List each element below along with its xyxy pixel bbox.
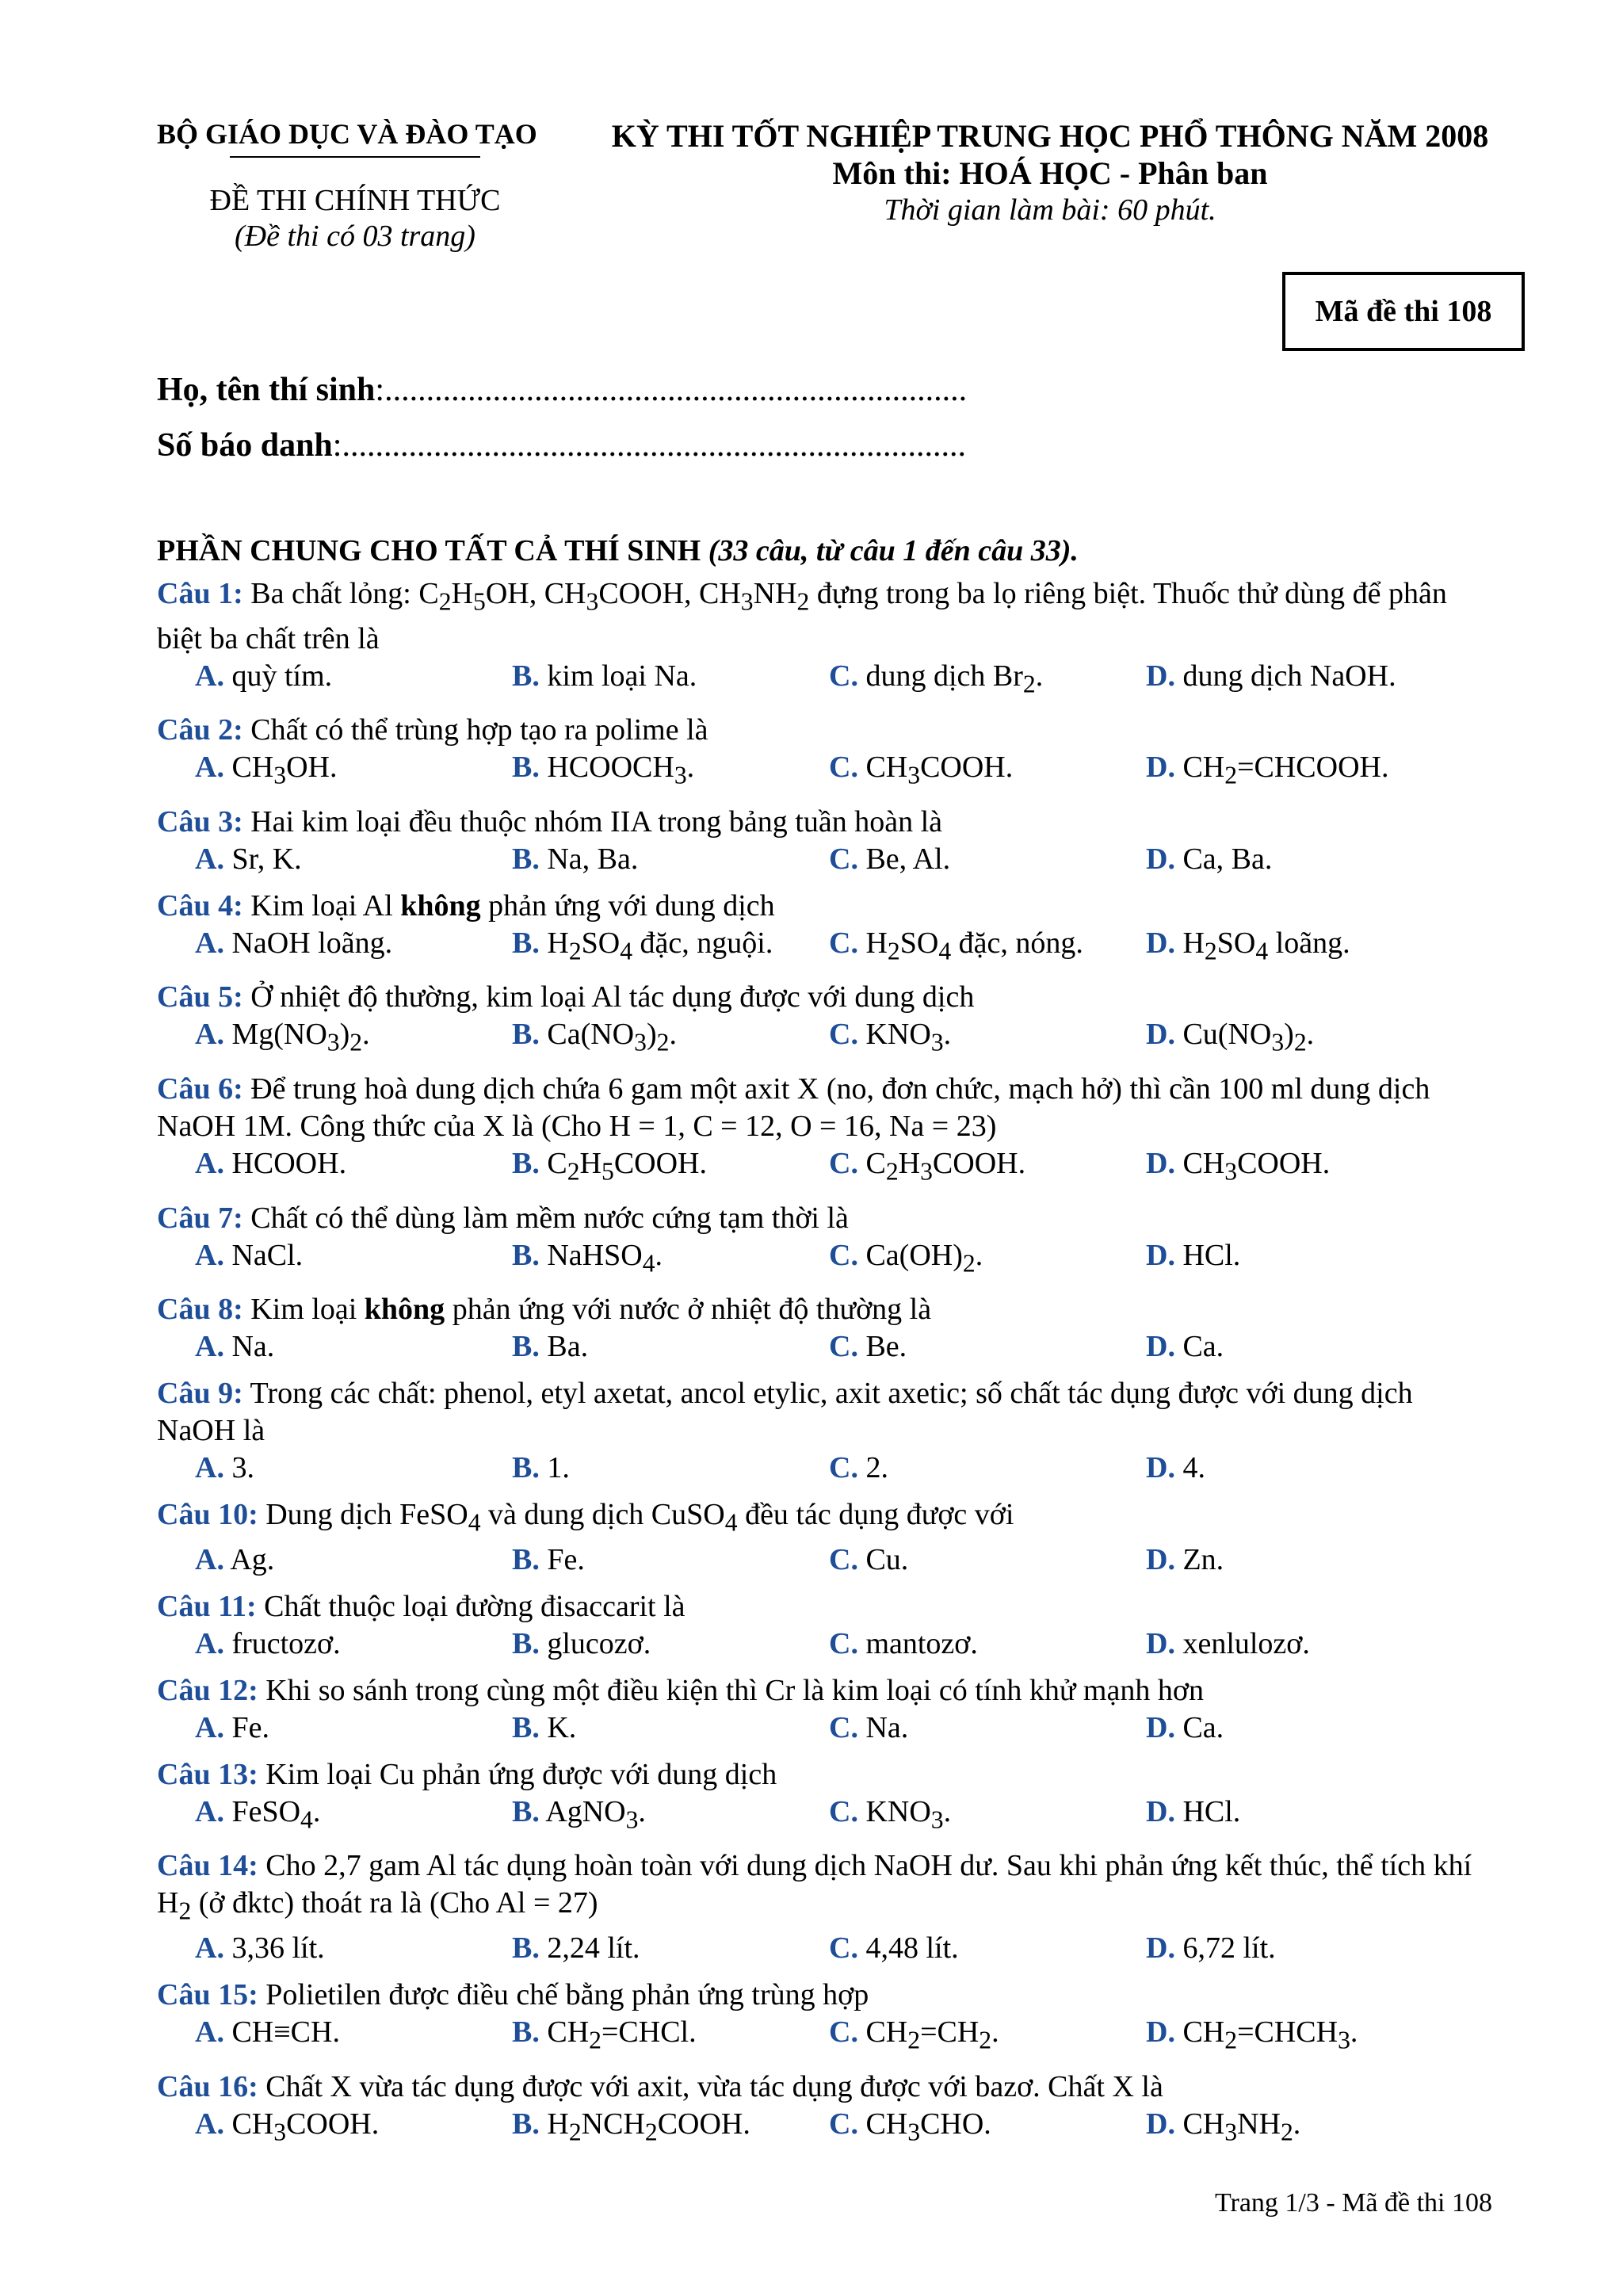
question-text: Chất X vừa tác dụng được với axit, vừa tác dụng được với bazơ. Chất X là bbox=[258, 2069, 1163, 2103]
question-number: Câu 10: bbox=[157, 1498, 258, 1532]
answer-options bbox=[157, 1328, 1493, 1366]
option-text: $H_2SO_4$ loãng. bbox=[1174, 926, 1350, 965]
answer-options bbox=[157, 1016, 1493, 1061]
option-letter: D. bbox=[1146, 1451, 1175, 1485]
option-letter: B. bbox=[512, 1710, 540, 1744]
option-text: Ca. bbox=[1174, 1330, 1224, 1364]
question-block bbox=[157, 2069, 1493, 2151]
answer-option bbox=[1146, 1930, 1463, 1967]
answer-option bbox=[195, 1328, 512, 1366]
question-stem bbox=[157, 1672, 1493, 1710]
question-text: Ba chất lỏng: $C_2H_5OH$, $CH_3COOH$, $CH_3NH_2$ đựng trong ba lọ riêng biệt. Thuốc thử dùng để phân biệt ba chất trên là bbox=[157, 577, 1447, 655]
option-letter: B. bbox=[512, 1451, 540, 1485]
answer-options bbox=[157, 1710, 1493, 1747]
question-text: Chất thuộc loại đường đisaccarit là bbox=[256, 1589, 685, 1623]
option-letter: D. bbox=[1146, 1626, 1175, 1660]
answer-option bbox=[195, 1450, 512, 1487]
option-text: K. bbox=[539, 1710, 577, 1744]
option-text: 4,48 lít. bbox=[857, 1931, 959, 1965]
option-text: glucozơ. bbox=[539, 1626, 651, 1660]
option-text: FeSO$_4$. bbox=[223, 1794, 321, 1834]
option-letter: B. bbox=[512, 1931, 540, 1965]
question-number: Câu 12: bbox=[157, 1673, 258, 1707]
option-letter: A. bbox=[195, 1710, 224, 1744]
answer-option bbox=[195, 1710, 512, 1747]
ministry-name: BỘ GIÁO DỤC VÀ ĐÀO TẠO bbox=[157, 118, 537, 150]
option-letter: B. bbox=[512, 1542, 540, 1576]
option-text: Sr, K. bbox=[223, 842, 302, 876]
option-text: $H_2SO_4$ đặc, nóng. bbox=[857, 926, 1083, 965]
option-text: $CH_3COOH$. bbox=[223, 2107, 380, 2146]
answer-option bbox=[829, 841, 1146, 878]
question-block bbox=[157, 1200, 1493, 1282]
option-text: 3. bbox=[223, 1451, 254, 1485]
option-text: Be. bbox=[857, 1330, 907, 1364]
option-letter: B. bbox=[512, 1330, 540, 1364]
answer-option bbox=[829, 1794, 1146, 1839]
candidate-name-blank: :...................................................................... bbox=[375, 372, 968, 408]
answer-option bbox=[1146, 841, 1463, 878]
question-number: Câu 1: bbox=[157, 577, 243, 610]
option-text: $CH_3COOH$. bbox=[857, 751, 1014, 789]
answer-options bbox=[157, 2014, 1493, 2059]
ministry-underline bbox=[230, 156, 480, 158]
option-text: Ag. bbox=[223, 1542, 275, 1576]
option-text: Be, Al. bbox=[857, 842, 951, 876]
option-letter: B. bbox=[512, 2107, 540, 2141]
question-text: Ở nhiệt độ thường, kim loại Al tác dụng được với dung dịch bbox=[242, 980, 975, 1014]
question-block bbox=[157, 1672, 1493, 1747]
answer-options bbox=[157, 1237, 1493, 1282]
question-number: Câu 2: bbox=[157, 713, 243, 747]
option-letter: A. bbox=[195, 1794, 224, 1828]
page-footer: Trang 1/3 - Mã đề thi 108 bbox=[1214, 2188, 1492, 2218]
answer-options bbox=[157, 1145, 1493, 1190]
option-text: $Ca(OH)_2$. bbox=[857, 1238, 983, 1278]
question-text: Khi so sánh trong cùng một điều kiện thì Cr là kim loại có tính khử mạnh hơn bbox=[258, 1673, 1204, 1707]
question-number: Câu 14: bbox=[157, 1849, 258, 1883]
option-text: $C_2H_3COOH$. bbox=[857, 1146, 1026, 1186]
option-text: $Ca(NO_3)_2$. bbox=[539, 1018, 677, 1056]
answer-option bbox=[195, 1145, 512, 1190]
option-letter: A. bbox=[195, 1542, 224, 1576]
question-text: Trong các chất: phenol, etyl axetat, ancol etylic, axit axetic; số chất tác dụng được với dung dịch NaOH là bbox=[157, 1377, 1413, 1448]
option-text: Fe. bbox=[539, 1542, 585, 1576]
question-text: Để trung hoà dung dịch chứa 6 gam một axit X (no, đơn chức, mạch hở) thì cần 100 ml dung dịch NaOH 1M. Công thức của X là (Cho H = 1, C = 12, O = 16, Na = 23) bbox=[157, 1072, 1430, 1143]
answer-option bbox=[1146, 1541, 1463, 1579]
question-number: Câu 8: bbox=[157, 1293, 243, 1327]
answer-option bbox=[512, 841, 829, 878]
question-number: Câu 9: bbox=[157, 1377, 243, 1411]
question-block bbox=[157, 1496, 1493, 1579]
option-text: $CH_3COOH$. bbox=[1174, 1146, 1331, 1186]
question-stem bbox=[157, 1847, 1493, 1930]
option-letter: C. bbox=[829, 1794, 858, 1828]
question-stem bbox=[157, 1496, 1493, 1541]
option-text: 2. bbox=[857, 1451, 888, 1485]
answer-option bbox=[1146, 1328, 1463, 1366]
option-text: Zn. bbox=[1174, 1542, 1224, 1576]
answer-options bbox=[157, 841, 1493, 878]
option-text: NaOH loãng. bbox=[223, 926, 393, 960]
option-letter: C. bbox=[829, 926, 858, 960]
answer-option bbox=[829, 1710, 1146, 1747]
answer-option bbox=[512, 1237, 829, 1282]
option-text: fructozơ. bbox=[223, 1626, 341, 1660]
option-letter: D. bbox=[1146, 1794, 1175, 1828]
answer-option bbox=[195, 2106, 512, 2151]
answer-option bbox=[829, 1450, 1146, 1487]
question-block bbox=[157, 1071, 1493, 1190]
option-letter: A. bbox=[195, 1238, 224, 1272]
question-number: Câu 7: bbox=[157, 1201, 243, 1235]
option-letter: C. bbox=[829, 1018, 858, 1052]
question-stem bbox=[157, 2069, 1493, 2106]
option-letter: B. bbox=[512, 751, 540, 785]
question-text: Polietilen được điều chế bằng phản ứng trùng hợp bbox=[258, 1977, 869, 2011]
option-letter: A. bbox=[195, 659, 224, 693]
option-letter: C. bbox=[829, 1931, 858, 1965]
option-letter: A. bbox=[195, 1018, 224, 1052]
answer-option bbox=[1146, 1450, 1463, 1487]
question-block bbox=[157, 1847, 1493, 1967]
option-letter: C. bbox=[829, 1330, 858, 1364]
option-text: Fe. bbox=[223, 1710, 269, 1744]
question-number: Câu 6: bbox=[157, 1072, 243, 1106]
option-text: Ca, Ba. bbox=[1174, 842, 1273, 876]
option-letter: B. bbox=[512, 2015, 540, 2049]
option-text: mantozơ. bbox=[857, 1626, 978, 1660]
exam-code-box: Mã đề thi 108 bbox=[1282, 272, 1525, 351]
option-letter: A. bbox=[195, 751, 224, 785]
section-title: PHẦN CHUNG CHO TẤT CẢ THÍ SINH bbox=[157, 534, 701, 567]
option-letter: A. bbox=[195, 2107, 224, 2141]
option-text: $CH_3NH_2$. bbox=[1174, 2107, 1301, 2146]
option-text: $CH_2=CH_2$. bbox=[857, 2015, 999, 2054]
option-letter: D. bbox=[1146, 1018, 1175, 1052]
answer-option bbox=[195, 1541, 512, 1579]
answer-option bbox=[512, 658, 829, 703]
question-number: Câu 11: bbox=[157, 1589, 257, 1623]
option-text: Ba. bbox=[539, 1330, 589, 1364]
question-number: Câu 4: bbox=[157, 888, 243, 923]
answer-option bbox=[1146, 658, 1463, 703]
option-text: kim loại Na. bbox=[539, 659, 697, 693]
option-letter: C. bbox=[829, 2015, 858, 2049]
section-note: (33 câu, từ câu 1 đến câu 33). bbox=[708, 534, 1079, 567]
answer-option bbox=[195, 1016, 512, 1061]
answer-option bbox=[195, 2014, 512, 2059]
answer-option bbox=[195, 925, 512, 970]
answer-option bbox=[512, 1450, 829, 1487]
answer-option bbox=[829, 1328, 1146, 1366]
answer-option bbox=[195, 749, 512, 794]
candidate-name-field bbox=[157, 371, 967, 409]
answer-options bbox=[157, 925, 1493, 970]
question-block bbox=[157, 804, 1493, 878]
option-text: $Cu(NO_3)_2$. bbox=[1174, 1018, 1315, 1056]
question-number: Câu 3: bbox=[157, 804, 243, 839]
option-letter: D. bbox=[1146, 842, 1175, 876]
option-letter: D. bbox=[1146, 1146, 1175, 1180]
answer-options bbox=[157, 658, 1493, 703]
answer-option bbox=[195, 1930, 512, 1967]
question-block bbox=[157, 1291, 1493, 1366]
option-letter: A. bbox=[195, 1931, 224, 1965]
question-stem bbox=[157, 712, 1493, 749]
option-text: 6,72 lít. bbox=[1174, 1931, 1276, 1965]
option-text: $KNO_3$. bbox=[857, 1018, 952, 1056]
answer-option bbox=[1146, 1145, 1463, 1190]
answer-option bbox=[1146, 925, 1463, 970]
option-letter: B. bbox=[512, 1794, 540, 1828]
question-stem bbox=[157, 1977, 1493, 2014]
option-letter: B. bbox=[512, 926, 540, 960]
answer-option bbox=[512, 1710, 829, 1747]
option-letter: D. bbox=[1146, 1542, 1175, 1576]
option-letter: D. bbox=[1146, 2015, 1175, 2049]
option-text: $CH_3CHO$. bbox=[857, 2107, 991, 2146]
answer-option bbox=[512, 749, 829, 794]
page-count-note: (Đề thi có 03 trang) bbox=[235, 220, 475, 253]
option-letter: C. bbox=[829, 1238, 858, 1272]
option-letter: C. bbox=[829, 659, 858, 693]
answer-option bbox=[512, 1626, 829, 1663]
question-stem bbox=[157, 1200, 1493, 1237]
question-block bbox=[157, 712, 1493, 794]
option-letter: D. bbox=[1146, 2107, 1175, 2141]
answer-option bbox=[512, 1328, 829, 1366]
answer-option bbox=[829, 1930, 1146, 1967]
option-text: $KNO_3$. bbox=[857, 1794, 952, 1834]
answer-option bbox=[829, 925, 1146, 970]
option-letter: D. bbox=[1146, 1238, 1175, 1272]
question-stem bbox=[157, 888, 1493, 925]
question-stem bbox=[157, 1756, 1493, 1794]
question-stem bbox=[157, 1291, 1493, 1328]
question-text: Kim loại Cu phản ứng được với dung dịch bbox=[258, 1757, 777, 1791]
question-stem bbox=[157, 1071, 1493, 1145]
answer-option bbox=[829, 2014, 1146, 2059]
answer-options bbox=[157, 1626, 1493, 1663]
option-letter: A. bbox=[195, 1451, 224, 1485]
option-text: dung dịch NaOH. bbox=[1174, 659, 1396, 693]
question-text: Hai kim loại đều thuộc nhóm IIA trong bảng tuần hoàn là bbox=[242, 804, 942, 839]
option-text: $H_2NCH_2COOH$. bbox=[539, 2107, 750, 2146]
answer-option bbox=[1146, 1710, 1463, 1747]
exam-duration: Thời gian làm bài: 60 phút. bbox=[884, 193, 1216, 227]
option-letter: B. bbox=[512, 842, 540, 876]
option-text: Na. bbox=[223, 1330, 275, 1364]
answer-option bbox=[1146, 749, 1463, 794]
option-text: $HCOOCH_3$. bbox=[539, 751, 695, 789]
answer-option bbox=[1146, 1237, 1463, 1282]
answer-options bbox=[157, 1794, 1493, 1839]
option-text: HCOOH. bbox=[223, 1146, 347, 1180]
option-text: $CH_2=CHCl$. bbox=[539, 2015, 697, 2054]
question-block bbox=[157, 888, 1493, 970]
answer-option bbox=[829, 1237, 1146, 1282]
candidate-id-field bbox=[157, 426, 966, 464]
option-letter: C. bbox=[829, 1710, 858, 1744]
option-letter: D. bbox=[1146, 659, 1175, 693]
exam-title: KỲ THI TỐT NGHIỆP TRUNG HỌC PHỔ THÔNG NĂM 2008 bbox=[611, 118, 1489, 154]
answer-option bbox=[829, 1541, 1146, 1579]
option-letter: A. bbox=[195, 2015, 224, 2049]
option-text: 2,24 lít. bbox=[539, 1931, 640, 1965]
option-letter: B. bbox=[512, 1238, 540, 1272]
option-letter: D. bbox=[1146, 1710, 1175, 1744]
option-letter: C. bbox=[829, 1542, 858, 1576]
question-block bbox=[157, 575, 1493, 702]
option-text: $CH_2=CHCH_3$. bbox=[1174, 2015, 1358, 2054]
option-letter: C. bbox=[829, 1146, 858, 1180]
option-text: 3,36 lít. bbox=[223, 1931, 325, 1965]
option-letter: B. bbox=[512, 659, 540, 693]
option-letter: A. bbox=[195, 842, 224, 876]
answer-option bbox=[195, 658, 512, 703]
answer-option bbox=[829, 2106, 1146, 2151]
option-letter: A. bbox=[195, 926, 224, 960]
question-block bbox=[157, 1977, 1493, 2059]
option-text: HCl. bbox=[1174, 1794, 1241, 1828]
option-letter: A. bbox=[195, 1626, 224, 1660]
answer-option bbox=[829, 1016, 1146, 1061]
option-letter: B. bbox=[512, 1626, 540, 1660]
answer-option bbox=[829, 1145, 1146, 1190]
candidate-name-label: Họ, tên thí sinh bbox=[157, 372, 376, 408]
section-heading bbox=[157, 533, 1079, 568]
question-block bbox=[157, 1375, 1493, 1487]
question-number: Câu 13: bbox=[157, 1757, 258, 1791]
option-text: 1. bbox=[539, 1451, 570, 1485]
question-block bbox=[157, 1588, 1493, 1663]
option-text: Na, Ba. bbox=[539, 842, 639, 876]
option-letter: C. bbox=[829, 1626, 858, 1660]
question-list bbox=[157, 575, 1493, 2160]
answer-option bbox=[1146, 1626, 1463, 1663]
answer-option bbox=[195, 1237, 512, 1282]
question-number: Câu 16: bbox=[157, 2069, 258, 2103]
option-letter: D. bbox=[1146, 1330, 1175, 1364]
answer-options bbox=[157, 749, 1493, 794]
option-text: AgNO$_3$. bbox=[539, 1794, 646, 1834]
answer-option bbox=[195, 841, 512, 878]
option-letter: B. bbox=[512, 1146, 540, 1180]
question-text: Dung dịch FeSO$_4$ và dung dịch CuSO$_4$ đều tác dụng được với bbox=[258, 1498, 1014, 1537]
answer-option bbox=[829, 749, 1146, 794]
option-text: xenlulozơ. bbox=[1174, 1626, 1310, 1660]
question-text: Chất có thể dùng làm mềm nước cứng tạm thời là bbox=[242, 1201, 849, 1235]
option-text: CH≡CH. bbox=[223, 2015, 340, 2049]
question-block bbox=[157, 1756, 1493, 1839]
option-text: HCl. bbox=[1174, 1238, 1241, 1272]
answer-option bbox=[512, 925, 829, 970]
option-letter: B. bbox=[512, 1018, 540, 1052]
answer-options bbox=[157, 2106, 1493, 2151]
answer-option bbox=[512, 1145, 829, 1190]
answer-option bbox=[512, 1016, 829, 1061]
candidate-id-label: Số báo danh bbox=[157, 427, 333, 464]
option-text: $Mg(NO_3)_2$. bbox=[223, 1018, 370, 1056]
option-letter: C. bbox=[829, 751, 858, 785]
answer-options bbox=[157, 1930, 1493, 1967]
option-letter: A. bbox=[195, 1146, 224, 1180]
answer-option bbox=[1146, 2106, 1463, 2151]
option-letter: C. bbox=[829, 2107, 858, 2141]
candidate-id-blank: :........................................................................... bbox=[332, 427, 966, 464]
option-letter: D. bbox=[1146, 1931, 1175, 1965]
answer-option bbox=[512, 1794, 829, 1839]
question-number: Câu 5: bbox=[157, 980, 243, 1014]
exam-subject: Môn thi: HOÁ HỌC - Phân ban bbox=[832, 155, 1268, 191]
question-number: Câu 15: bbox=[157, 1977, 258, 2011]
option-text: NaHSO$_4$. bbox=[539, 1238, 663, 1278]
answer-option bbox=[195, 1626, 512, 1663]
option-text: $C_2H_5COOH$. bbox=[539, 1146, 708, 1186]
question-stem bbox=[157, 575, 1493, 658]
question-stem bbox=[157, 804, 1493, 841]
option-text: 4. bbox=[1174, 1451, 1205, 1485]
question-block bbox=[157, 979, 1493, 1061]
question-stem bbox=[157, 979, 1493, 1016]
answer-option bbox=[829, 1626, 1146, 1663]
option-text: dung dịch $Br_2$. bbox=[857, 659, 1044, 698]
question-text: Chất có thể trùng hợp tạo ra polime là bbox=[242, 713, 708, 747]
answer-option bbox=[1146, 1794, 1463, 1839]
answer-option bbox=[512, 1541, 829, 1579]
official-exam-label: ĐỀ THI CHÍNH THỨC bbox=[209, 184, 501, 217]
option-text: $CH_2=CHCOOH$. bbox=[1174, 751, 1389, 789]
option-text: Cu. bbox=[857, 1542, 909, 1576]
answer-option bbox=[512, 2106, 829, 2151]
option-letter: D. bbox=[1146, 926, 1175, 960]
answer-option bbox=[829, 658, 1146, 703]
question-stem bbox=[157, 1588, 1493, 1626]
answer-option bbox=[1146, 2014, 1463, 2059]
question-text: Kim loại không phản ứng với nước ở nhiệt độ thường là bbox=[242, 1293, 932, 1327]
question-stem bbox=[157, 1375, 1493, 1450]
answer-option bbox=[195, 1794, 512, 1839]
option-text: Ca. bbox=[1174, 1710, 1224, 1744]
option-text: NaCl. bbox=[223, 1238, 304, 1272]
option-text: $CH_3OH$. bbox=[223, 751, 338, 789]
question-text: Kim loại Al không phản ứng với dung dịch bbox=[242, 888, 775, 923]
answer-option bbox=[1146, 1016, 1463, 1061]
option-text: $H_2SO_4$ đặc, nguội. bbox=[539, 926, 773, 965]
option-letter: C. bbox=[829, 1451, 858, 1485]
answer-option bbox=[512, 1930, 829, 1967]
answer-option bbox=[512, 2014, 829, 2059]
answer-options bbox=[157, 1541, 1493, 1579]
option-text: quỳ tím. bbox=[223, 659, 333, 693]
option-letter: D. bbox=[1146, 751, 1175, 785]
option-letter: A. bbox=[195, 1330, 224, 1364]
option-letter: C. bbox=[829, 842, 858, 876]
option-text: Na. bbox=[857, 1710, 909, 1744]
answer-options bbox=[157, 1450, 1493, 1487]
question-text: Cho 2,7 gam Al tác dụng hoàn toàn với dung dịch NaOH dư. Sau khi phản ứng kết thúc, thể tích khí $H_2$ (ở đktc) thoát ra là (Cho Al = 27) bbox=[157, 1849, 1472, 1925]
